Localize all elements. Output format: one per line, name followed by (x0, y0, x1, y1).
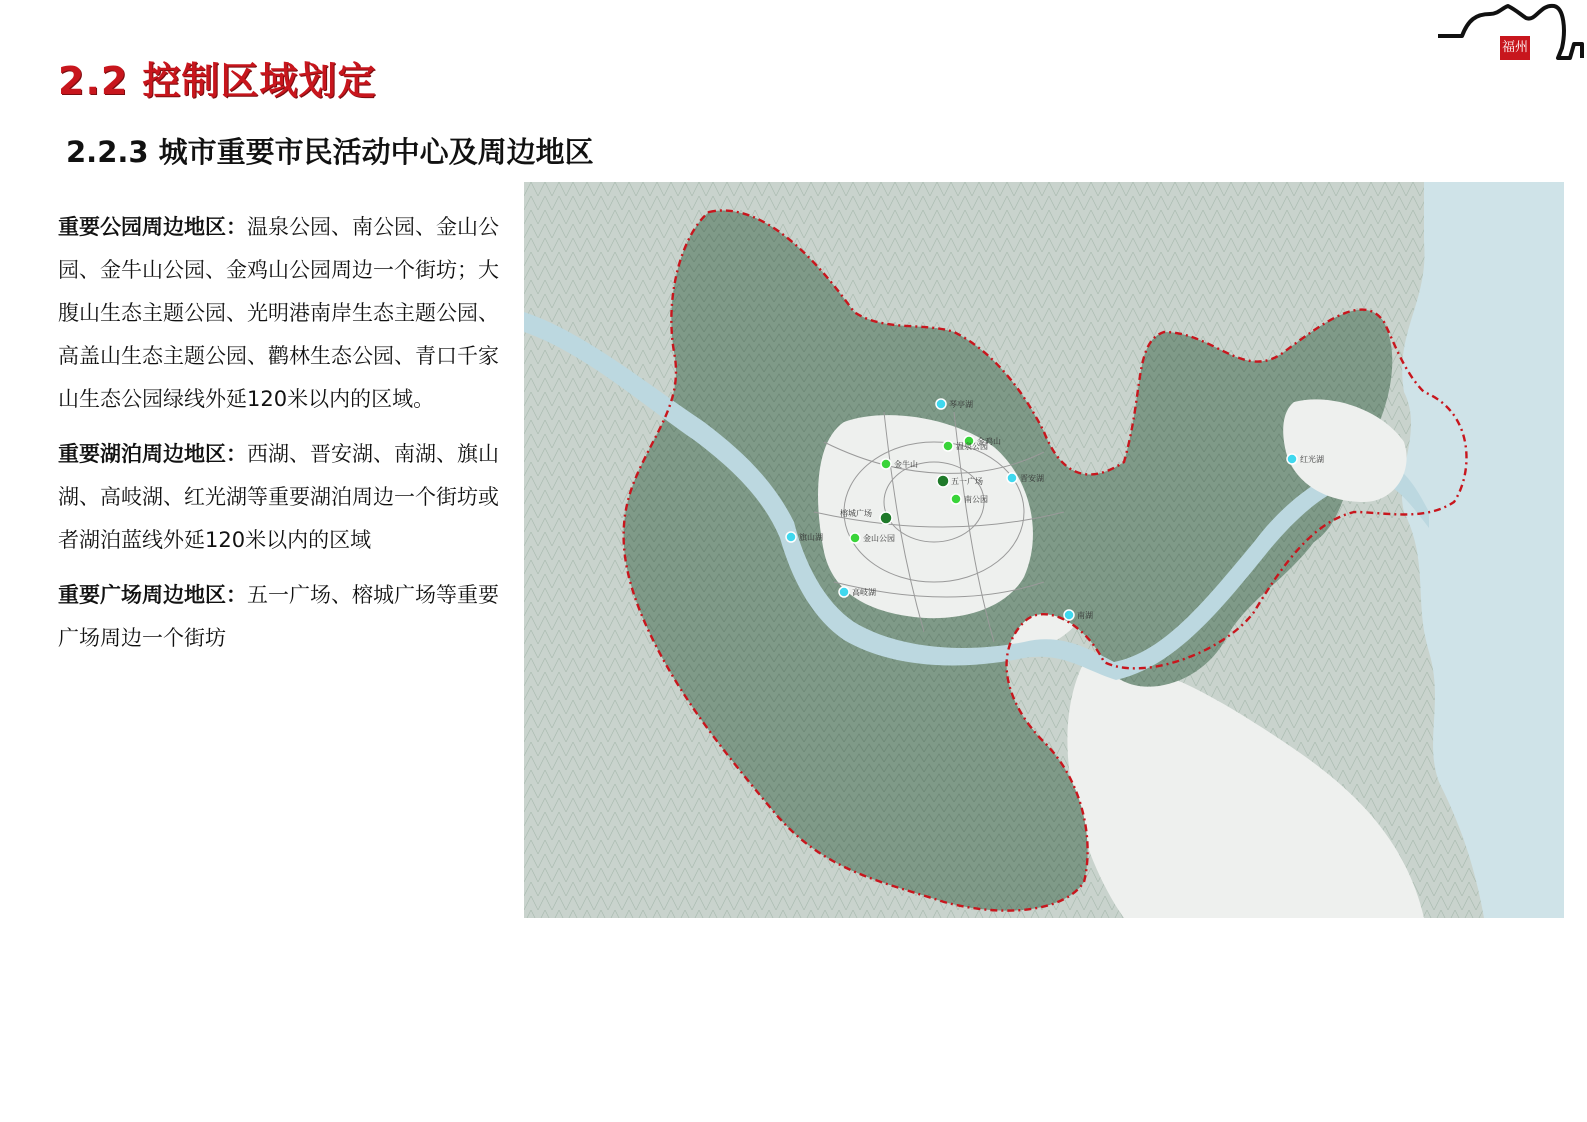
map-marker-dot (936, 399, 946, 409)
map-marker-5 (1007, 473, 1044, 483)
map-marker-label: 红光湖 (1300, 455, 1324, 464)
paragraph-text: 五一广场、榕城广场等重要广场周边一个街坊 (58, 583, 499, 650)
map-marker-dot (880, 512, 892, 524)
map-marker-dot (850, 533, 860, 543)
page-title: 2.2 控制区域划定 (58, 59, 377, 103)
map-marker-3 (943, 441, 988, 451)
map-marker-dot (786, 532, 796, 542)
paragraph-text: 西湖、晋安湖、南湖、旗山湖、高岐湖、红光湖等重要湖泊周边一个街坊或者湖泊蓝线外延120米以内的区域 (58, 442, 499, 552)
map-marker-12 (1287, 454, 1324, 464)
map-marker-dot (943, 441, 953, 451)
map-marker-0 (936, 399, 973, 409)
map-marker-dot (881, 459, 891, 469)
city-map (524, 182, 1564, 918)
paragraph-label: 重要广场周边地区： (58, 583, 247, 607)
map-marker-label: 金牛山 (894, 460, 918, 469)
map-marker-dot (839, 587, 849, 597)
map-marker-label: 南公园 (964, 495, 988, 504)
description-block (58, 206, 518, 672)
map-marker-10 (839, 587, 876, 597)
map-marker-dot (1064, 610, 1074, 620)
map-marker-4 (937, 475, 983, 487)
map-marker-dot (951, 494, 961, 504)
map-marker-8 (786, 532, 823, 542)
map-marker-label: 旗山湖 (799, 533, 823, 542)
map-marker-label: 晋安湖 (1020, 474, 1044, 483)
section-subtitle: 2.2.3 城市重要市民活动中心及周边地区 (66, 135, 594, 169)
map-marker-9 (850, 533, 895, 543)
map-marker-label: 高岐湖 (852, 588, 876, 597)
paragraph-plazas (58, 574, 518, 660)
paragraph-label: 重要湖泊周边地区： (58, 442, 247, 466)
paragraph-lakes (58, 433, 518, 562)
map-marker-dot (1287, 454, 1297, 464)
paragraph-parks (58, 206, 518, 421)
paragraph-text: 温泉公园、南公园、金山公园、金牛山公园、金鸡山公园周边一个街坊；大腹山生态主题公园、光明港南岸生态主题公园、高盖山生态主题公园、鹳林生态公园、青口千家山生态公园绿线外延120米以内的区域。 (58, 215, 499, 411)
map-marker-label: 南湖 (1077, 611, 1093, 620)
map-marker-label: 琴亭湖 (949, 400, 973, 409)
paragraph-label: 重要公园周边地区： (58, 215, 247, 239)
map-marker-11 (1064, 610, 1093, 620)
map-marker-label: 金鸡山 (977, 437, 1001, 446)
map-marker-label: 金山公园 (863, 534, 895, 543)
map-marker-dot (1007, 473, 1017, 483)
map-marker-label: 温泉公园 (956, 442, 988, 451)
logo-seal: 福州 (1500, 36, 1530, 60)
map-canvas (524, 182, 1564, 918)
map-marker-2 (881, 459, 918, 469)
map-marker-label: 榕城广场 (840, 509, 872, 518)
map-marker-label: 五一广场 (951, 477, 983, 486)
map-marker-6 (951, 494, 988, 504)
map-marker-dot (937, 475, 949, 487)
